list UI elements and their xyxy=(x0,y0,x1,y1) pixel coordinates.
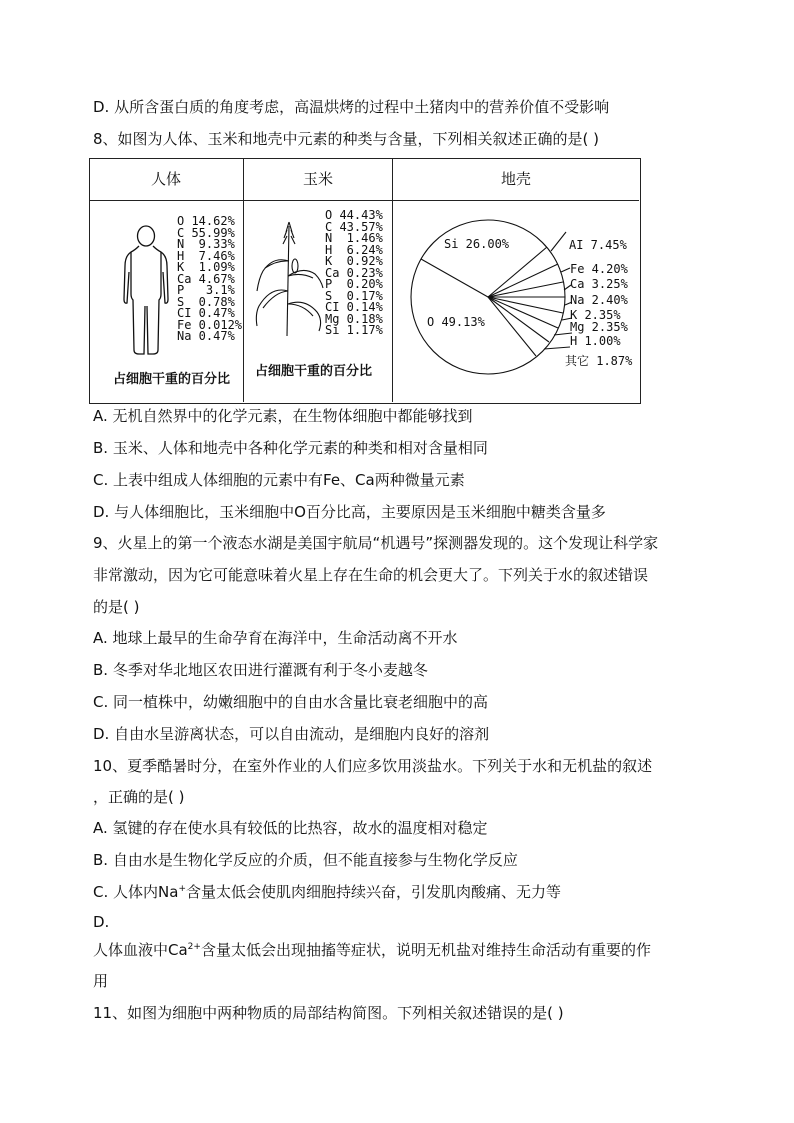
corn-plant-icon xyxy=(253,216,325,336)
option-b-q8: B. 玉米、人体和地壳中各种化学元素的种类和相对含量相同 xyxy=(93,439,488,457)
human-caption: 占细胞干重的百分比 xyxy=(113,372,231,387)
option-d-q8: D. 与人体细胞比，玉米细胞中O百分比高，主要原因是玉米细胞中糖类含量多 xyxy=(93,503,606,521)
option-d-q10-text-cont: 用 xyxy=(93,972,109,990)
crust-other-label: 其它 1.87% xyxy=(565,354,633,368)
option-d-q7: D. 从所含蛋白质的角度考虑，高温烘烤的过程中土猪肉中的营养价值不受影响 xyxy=(93,98,610,116)
corn-element-list: O 44.43% C 43.57% N 1.46% H 6.24% K 0.92% Ca 0.23% P 0.20% S 0.17% CI 0.14% Mg 0.18% Si 1.17% xyxy=(325,208,383,337)
question-11: 11、如图为细胞中两种物质的局部结构简图。下列相关叙述错误的是( ) xyxy=(93,1004,564,1022)
option-c-q10: C. 人体内Na+含量太低会使肌肉细胞持续兴奋，引发肌肉酸痛、无力等 xyxy=(93,883,561,901)
option-c-q9: C. 同一植株中，幼嫩细胞中的自由水含量比衰老细胞中的高 xyxy=(93,693,489,711)
header-corn: 玉米 xyxy=(302,170,333,188)
option-a-q10: A. 氢键的存在使水具有较低的比热容，故水的温度相对稳定 xyxy=(93,819,488,837)
crust-ca-label: Ca 3.25% xyxy=(570,277,628,291)
option-d-q10-text: 人体血液中$Ca^{2+}$含量太低会出现抽搐等症状，说明无机盐对维持生命活动有重要的作 xyxy=(93,941,651,959)
option-a-q9: A. 地球上最早的生命孕育在海洋中，生命活动离不开水 xyxy=(93,629,458,647)
crust-si-label: Si 26.00% xyxy=(444,237,510,251)
question-8: 8、如图为人体、玉米和地壳中元素的种类与含量，下列相关叙述正确的是( ) xyxy=(93,130,600,148)
crust-fe-label: Fe 4.20% xyxy=(570,262,628,276)
crust-o-label: O 49.13% xyxy=(427,315,485,329)
question-9-line3: 的是( ) xyxy=(93,598,140,616)
option-b-q10: B. 自由水是生物化学反应的介质，但不能直接参与生物化学反应 xyxy=(93,851,518,869)
corn-caption: 占细胞干重的百分比 xyxy=(255,364,373,379)
question-9-line1: 9、火星上的第一个液态水湖是美国宇航局“机遇号”探测器发现的。这个发现让科学家 xyxy=(93,534,659,552)
crust-na-label: Na 2.40% xyxy=(570,293,628,307)
human-element-list: O 14.62% C 55.99% N 9.33% H 7.46% K 1.09% Ca 4.67% P 3.1% S 0.78% CI 0.47% Fe 0.012% Na 0.47% xyxy=(177,214,243,343)
crust-h-label: H 1.00% xyxy=(570,334,621,348)
option-d-q10-label: D. xyxy=(93,913,110,931)
crust-al-label: AI 7.45% xyxy=(569,238,627,252)
question-10-line2: ，正确的是( ) xyxy=(93,788,185,806)
human-figure-icon xyxy=(119,224,174,356)
question-9-line2: 非常激动，因为它可能意味着火星上存在生命的机会更大了。下列关于水的叙述错误 xyxy=(93,566,649,584)
option-d-q9: D. 自由水呈游离状态，可以自由流动，是细胞内良好的溶剂 xyxy=(93,725,490,743)
option-a-q8: A. 无机自然界中的化学元素，在生物体细胞中都能够找到 xyxy=(93,407,473,425)
question-10-line1: 10、夏季酷暑时分，在室外作业的人们应多饮用淡盐水。下列关于水和无机盐的叙述 xyxy=(93,757,653,775)
option-b-q9: B. 冬季对华北地区农田进行灌溉有利于冬小麦越冬 xyxy=(93,661,428,679)
header-crust: 地壳 xyxy=(500,170,531,188)
crust-k-label: K 2.35% xyxy=(570,308,621,322)
option-c-q8: C. 上表中组成人体细胞的元素中有Fe、Ca两种微量元素 xyxy=(93,471,465,489)
header-human: 人体 xyxy=(150,170,181,188)
crust-mg-label: Mg 2.35% xyxy=(570,320,628,334)
element-composition-figure xyxy=(89,158,641,404)
